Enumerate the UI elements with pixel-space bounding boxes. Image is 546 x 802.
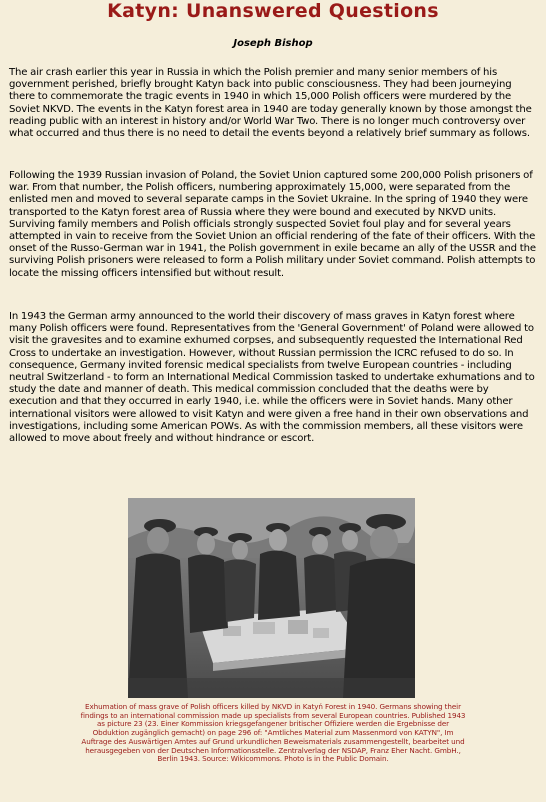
historical-photo <box>128 498 415 698</box>
article-paragraph: In 1943 the German army announced to the world their discovery of mass graves in Katyn forest where many Polish officers were found. Representatives from the 'General Government' of Poland were allowed to visit the gravesites and to examine exhumed corpses, and subsequently requested the International Red Cross to undertake an investigation. However, without Russian permission the ICRC refused to do so. In consequence, Germany invited forensic medical specialists from twelve European countries - including neutral Switzerland - to form an International Medical Commission tasked to undertake exhumations and to study the date and manner of death. This medical commission concluded that the deaths were by execution and that they occurred in early 1940, i.e. while the officers were in Soviet hands. Many other international visitors were allowed to visit Katyn and were given a free hand in their own observations and investigations, including some American POWs. As with the commission members, all these visitors were allowed to move about freely and without hindrance or escort. <box>9 311 535 445</box>
article-author: Joseph Bishop <box>233 38 313 49</box>
article-title: Katyn: Unanswered Questions <box>107 0 439 22</box>
photo-caption: Exhumation of mass grave of Polish officers killed by NKVD in Katyń Forest in 1940. Germans showing their findings to an international commission made up specialists from several European countries. Published 1943 as picture 23 (23. Einer Kommission kriegsgefangener britischer Offiziere werden die Ergebnisse der Obduktion zugänglich gemacht) on page 296 of: "Amtliches Material zum Massenmord von KATYN", Im Auftrage des Auswärtigen Amtes auf Grund urkundlichen Beweismaterials zusammengestellt, bearbeitet und herausgegeben von der Deutschen Informationsstelle. Zentralverlag der NSDAP, Franz Eher Nacht. GmbH., Berlin 1943. Source: Wikicommons. Photo is in the Public Domain. <box>80 702 466 764</box>
article-paragraph: The air crash earlier this year in Russia in which the Polish premier and many senior members of his government perished, briefly brought Katyn back into public consciousness. They had been journeying there to commemorate the tragic events in 1940 in which 15,000 Polish officers were murdered by the Soviet NKVD. The events in the Katyn forest area in 1940 are today generally known by those amongst the reading public with an interest in history and/or World War Two. There is no longer much controversy over what occurred and thus there is no need to detail the events beyond a relatively brief summary as follows. <box>9 67 532 140</box>
article-paragraph: Following the 1939 Russian invasion of Poland, the Soviet Union captured some 200,000 Polish prisoners of war. From that number, the Polish officers, numbering approximately 15,000, were separated from the enlisted men and moved to several separate camps in the Soviet Ukraine. In the spring of 1940 they were transported to the Katyn forest area of Russia where they were bound and executed by NKVD units. Surviving family members and Polish officials strongly suspected Soviet foul play and for several years attempted in vain to receive from the Soviet Union an official rendering of the fate of their officers. With the onset of the Russo-German war in 1941, the Polish government in exile became an ally of the USSR and the surviving Polish prisoners were released to form a Polish military under Soviet command. Polish attempts to locate the missing officers intensified but without result. <box>9 170 536 279</box>
